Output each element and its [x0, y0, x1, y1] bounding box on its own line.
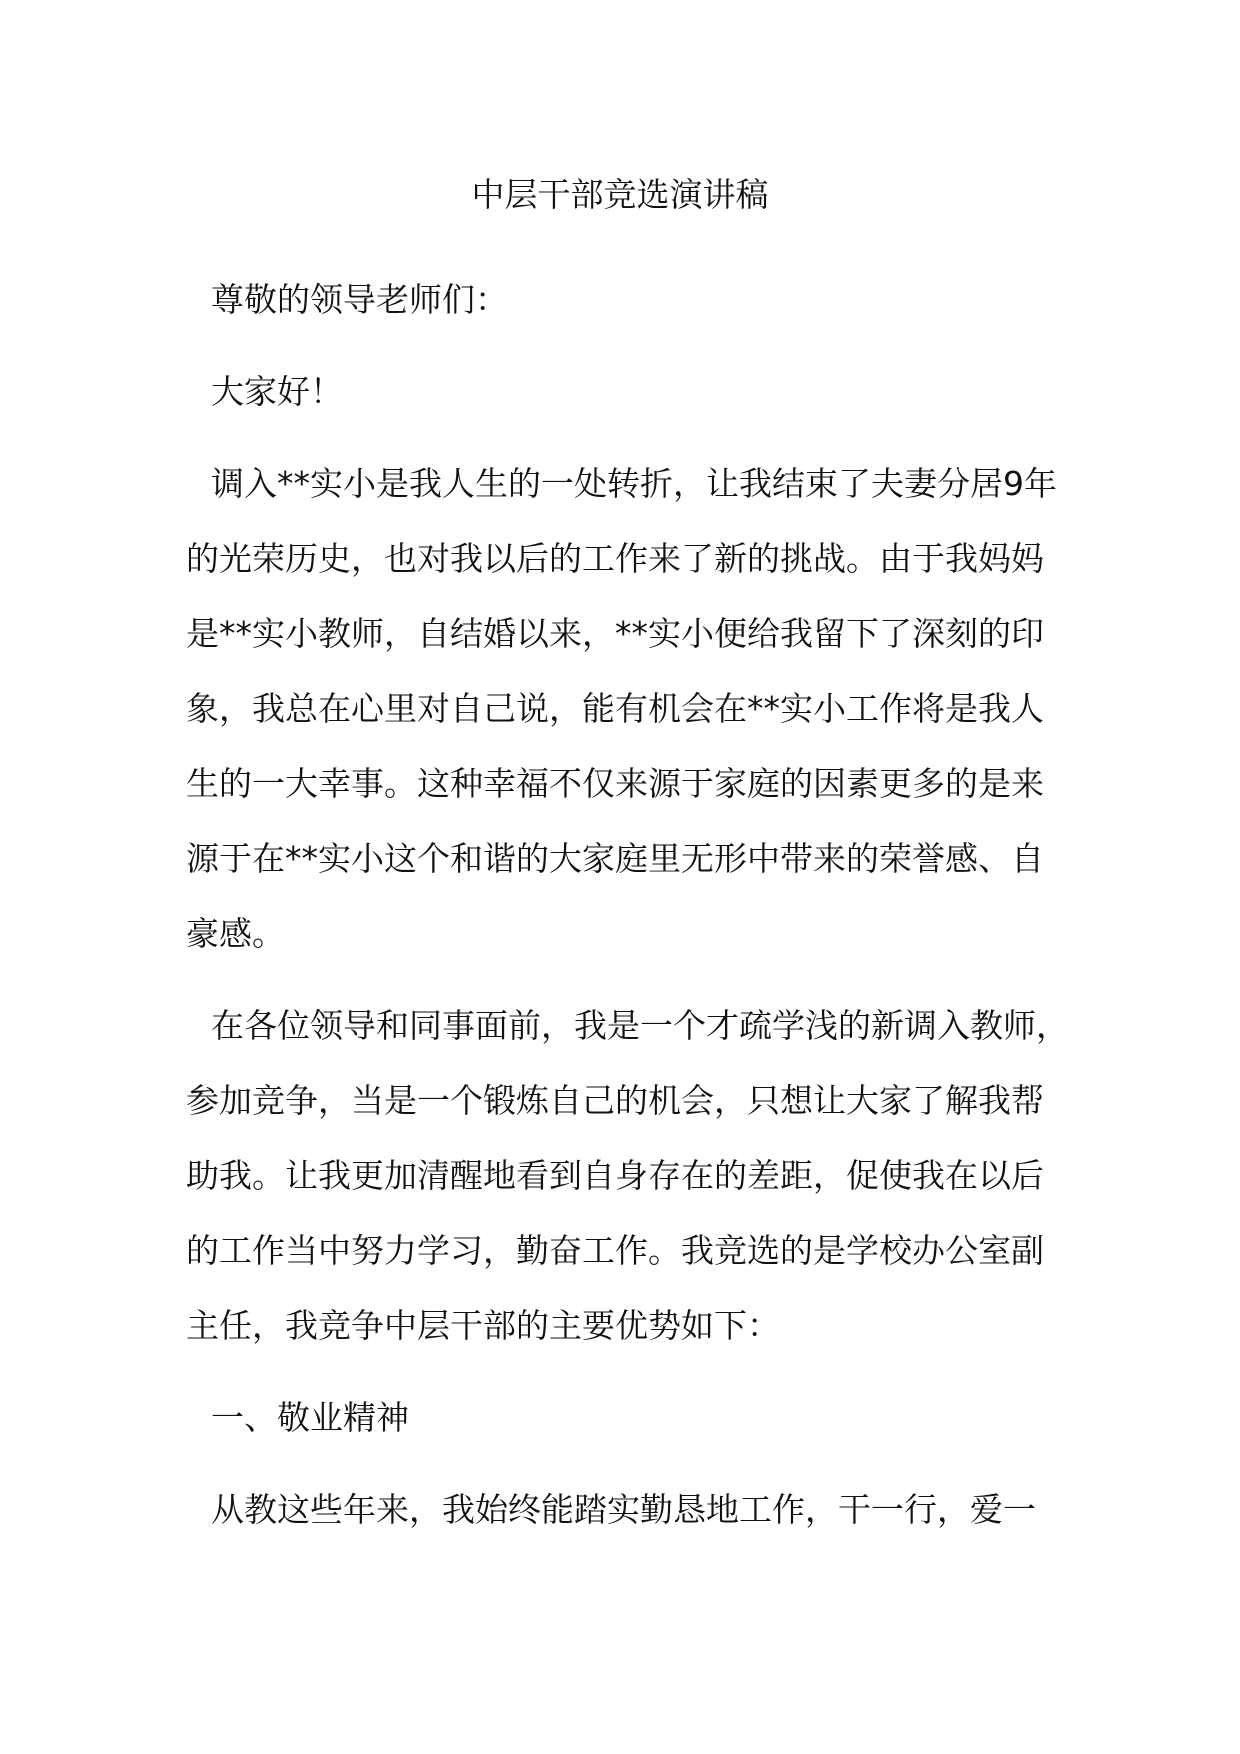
- paragraph-dedication: 从教这些年来，我始终能踏实勤恳地工作，干一行，爱一: [211, 1490, 1036, 1529]
- section-heading-dedication: 一、敬业精神: [211, 1398, 409, 1437]
- document-body: [186, 262, 1076, 1547]
- paragraph-transfer: 调入**实小是我人生的一处转折，让我结束了夫妻分居9年的光荣历史，也对我以后的工作来了新的挑战。由于我妈妈是**实小教师，自结婚以来，**实小便给我留下了深刻的印象，我总在心里对自己说，能有机会在**实小工作将是我人生的一大幸事。这种幸福不仅来源于家庭的因素更多的是来源于在**实小这个和谐的大家庭里无形中带来的荣誉感、自豪感。: [186, 464, 1057, 953]
- salutation: 尊敬的领导老师们：: [211, 280, 508, 319]
- document-title: 中层干部竞选演讲稿: [471, 175, 769, 214]
- paragraph-competition: 在各位领导和同事面前，我是一个才疏学浅的新调入教师，参加竞争，当是一个锻炼自己的机会，只想让大家了解我帮助我。让我更加清醒地看到自身存在的差距，促使我在以后的工作当中努力学习，勤奋工作。我竞选的是学校办公室副主任，我竞争中层干部的主要优势如下：: [186, 1006, 1069, 1345]
- greeting: 大家好！: [211, 372, 343, 411]
